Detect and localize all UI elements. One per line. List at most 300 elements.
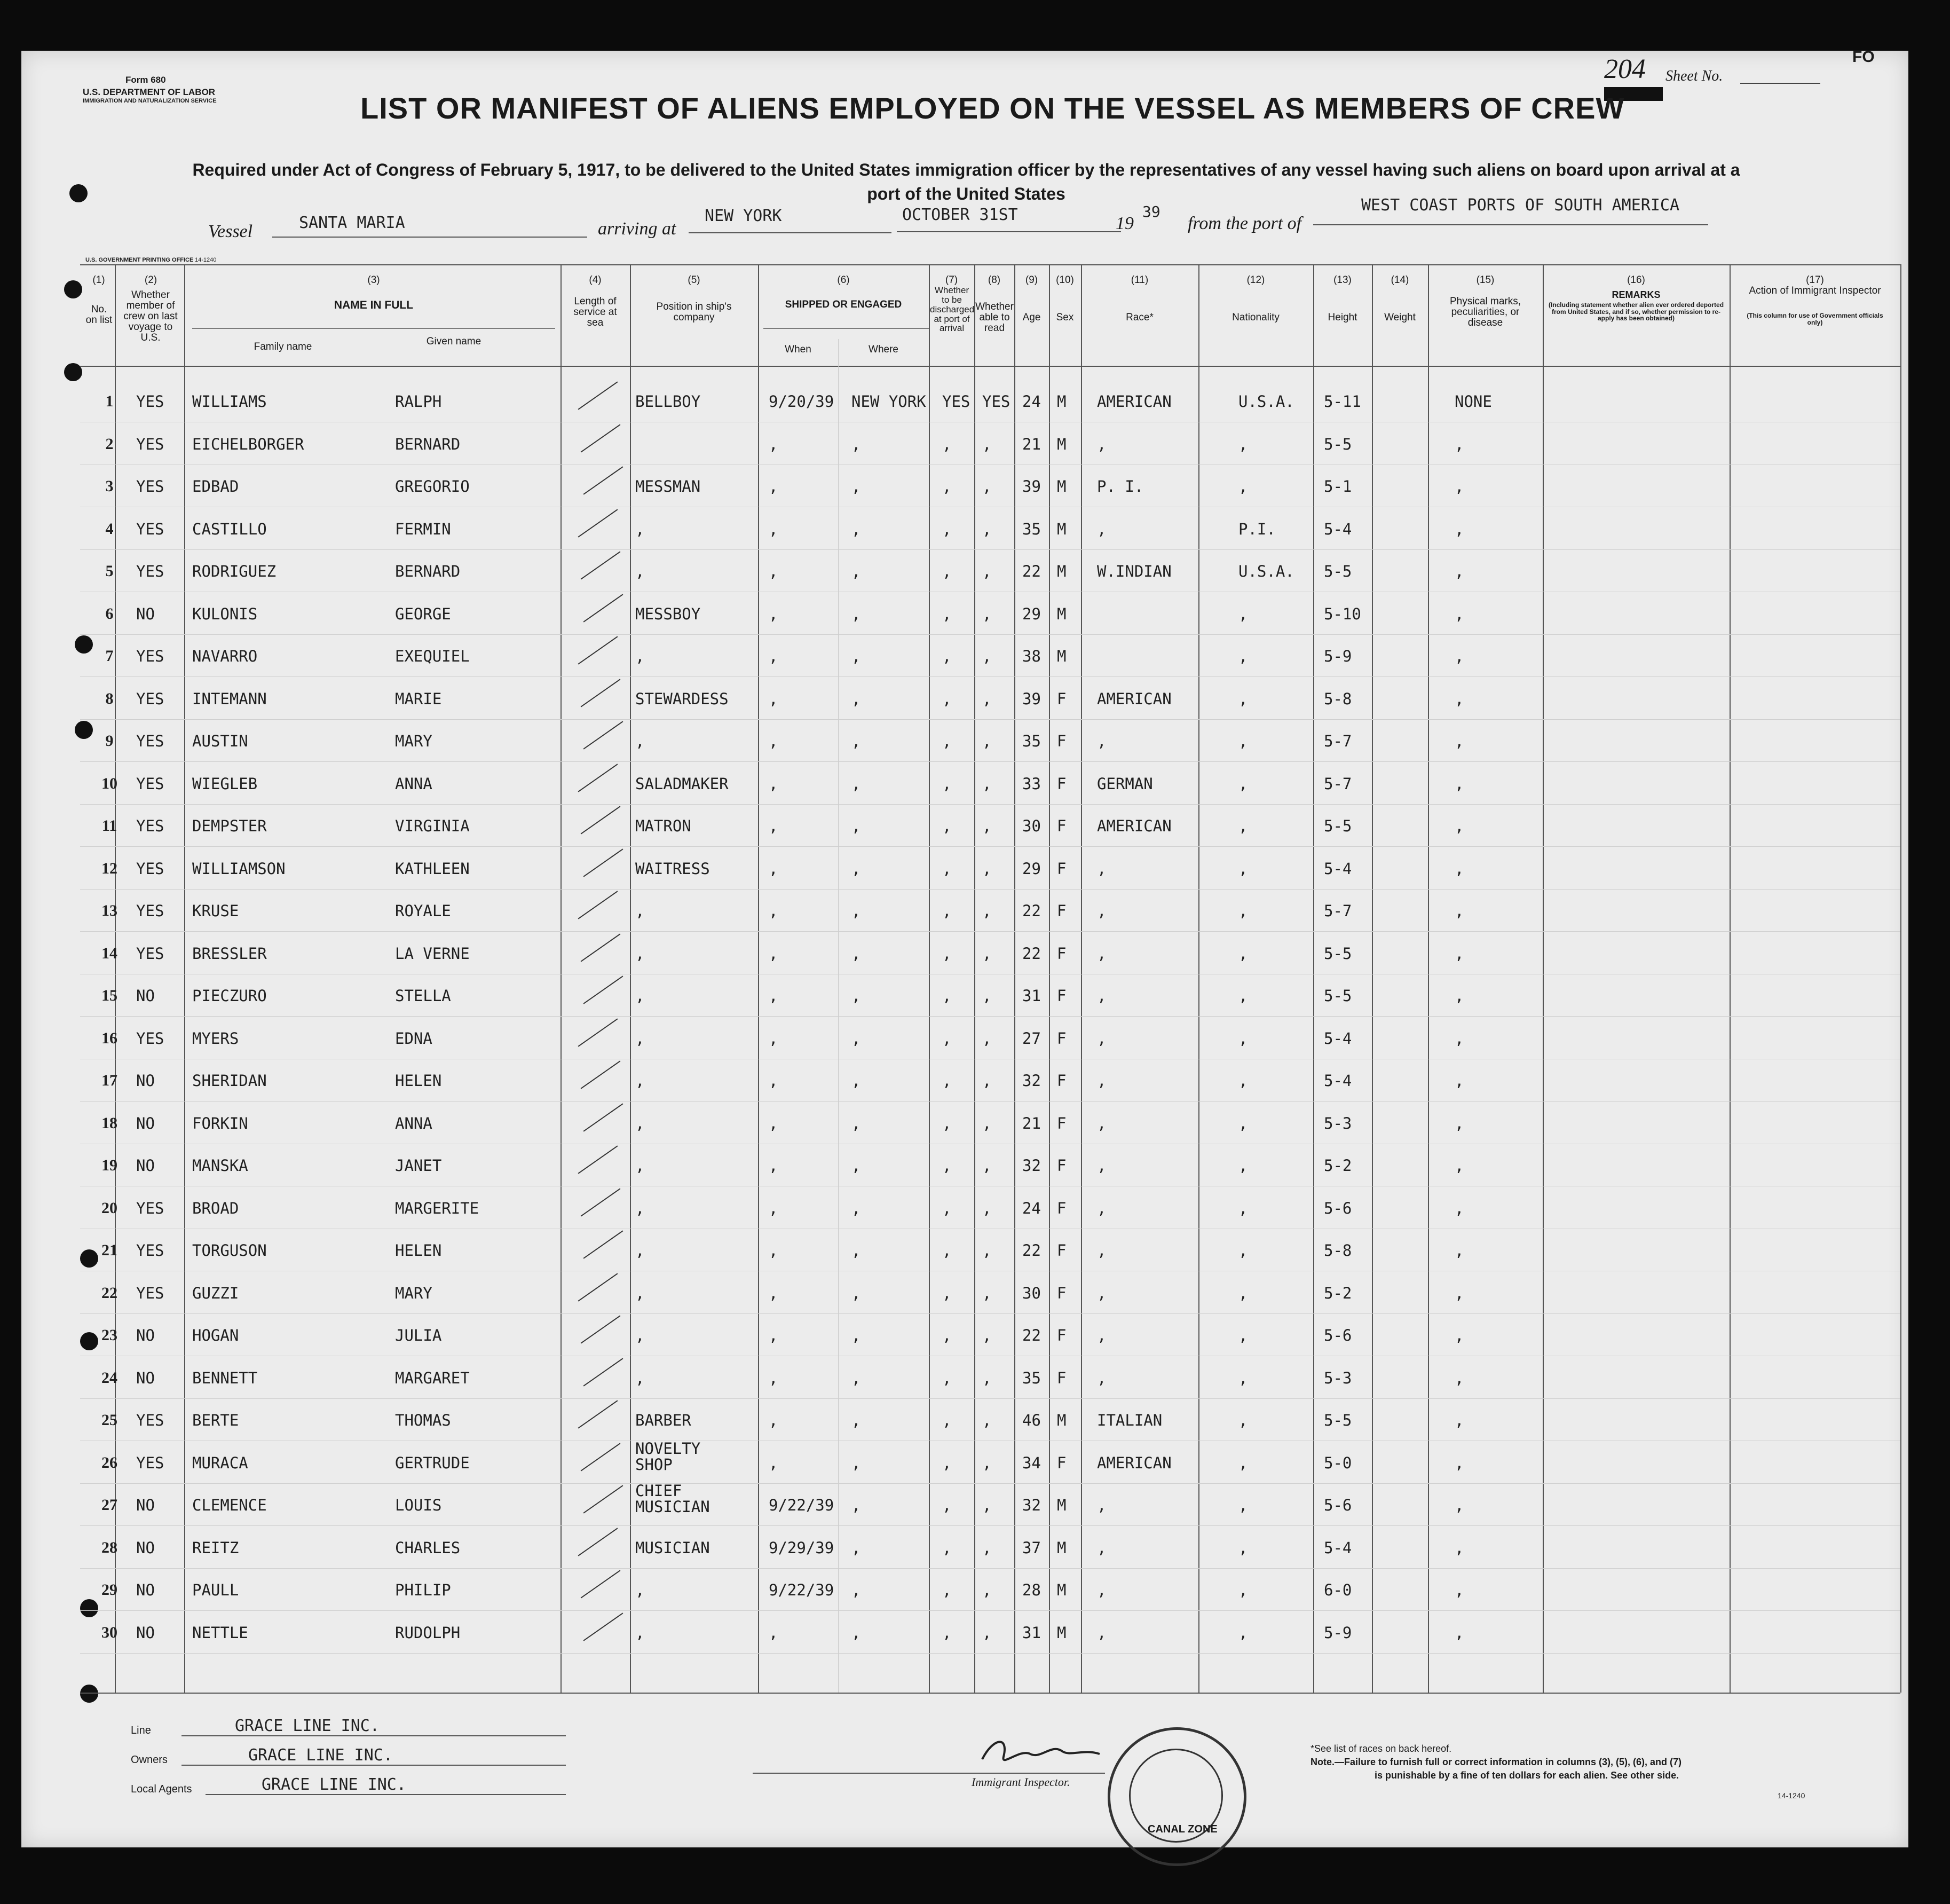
nationality: , [1238, 944, 1248, 963]
shipped-where: , [851, 1368, 861, 1387]
family-name: PIECZURO [192, 987, 267, 1005]
col-header-name-in-full: NAME IN FULL [334, 299, 414, 311]
shipped-where: NEW YORK [851, 392, 926, 411]
service-check-mark [578, 764, 618, 792]
age: 33 [1022, 774, 1041, 793]
family-name: CLEMENCE [192, 1496, 267, 1514]
service-check-mark [578, 1400, 618, 1428]
age: 32 [1022, 1072, 1041, 1090]
physical-marks: , [1455, 859, 1464, 878]
col-14-number: (14) [1391, 274, 1409, 286]
year-prefix: 19 [1116, 214, 1134, 233]
sex: F [1057, 859, 1067, 878]
shipped-when: , [769, 1368, 778, 1387]
col-header-action-detail: (This column for use of Government officials only) [1747, 312, 1883, 326]
physical-marks: , [1455, 435, 1464, 453]
col-header-height: Height [1328, 312, 1357, 323]
family-name: INTEMANN [192, 689, 267, 708]
shipped-when: , [769, 1114, 778, 1132]
position: , [635, 1029, 645, 1048]
height: 5-9 [1324, 1623, 1352, 1642]
sex: F [1057, 689, 1067, 708]
nationality: , [1238, 689, 1248, 708]
col-12-number: (12) [1246, 274, 1265, 286]
physical-marks: , [1455, 1326, 1464, 1344]
crew-last-voyage: YES [136, 944, 164, 963]
nationality: U.S.A. [1238, 392, 1294, 411]
col-header-length-of-service: Length of service at sea [573, 296, 617, 328]
height: 5-4 [1324, 1538, 1352, 1557]
position: WAITRESS [635, 859, 710, 878]
given-name: RALPH [395, 392, 442, 411]
shipped-when: , [769, 1623, 778, 1642]
from-port: WEST COAST PORTS OF SOUTH AMERICA [1361, 196, 1680, 215]
shipped-where: , [851, 1199, 861, 1217]
col-2-number: (2) [144, 274, 157, 286]
shipped-where: , [851, 562, 861, 580]
given-name: EXEQUIEL [395, 647, 470, 665]
physical-marks: , [1455, 1156, 1464, 1175]
family-name: FORKIN [192, 1114, 248, 1132]
physical-marks: , [1455, 689, 1464, 708]
shipped-when: , [769, 647, 778, 665]
discharged: , [942, 902, 952, 920]
row-number: 26 [101, 1453, 117, 1472]
sex: M [1057, 604, 1067, 623]
service-check-mark [578, 509, 618, 537]
given-name: PHILIP [395, 1581, 451, 1599]
height: 5-7 [1324, 902, 1352, 920]
service-check-mark [583, 1358, 623, 1386]
given-name: LA VERNE [395, 944, 470, 963]
shipped-when: , [769, 520, 778, 538]
service-check-mark [583, 848, 623, 877]
col-1-number: (1) [92, 274, 105, 286]
crew-last-voyage: YES [136, 1199, 164, 1217]
family-name: BENNETT [192, 1368, 258, 1387]
discharged: YES [942, 392, 970, 411]
physical-marks: , [1455, 732, 1464, 750]
position: SALADMAKER [635, 774, 729, 793]
row-divider [80, 1016, 1900, 1017]
given-name: GERTRUDE [395, 1453, 470, 1472]
race: , [1097, 1199, 1107, 1217]
crew-last-voyage: NO [136, 987, 155, 1005]
sex: F [1057, 817, 1067, 835]
family-name: BERTE [192, 1411, 239, 1429]
col-5-number: (5) [688, 274, 700, 286]
discharged: , [942, 1326, 952, 1344]
crew-last-voyage: YES [136, 647, 164, 665]
sex: F [1057, 1156, 1067, 1175]
row-number: 2 [105, 435, 114, 453]
shipped-where: , [851, 1623, 861, 1642]
age: 22 [1022, 1326, 1041, 1344]
height: 5-6 [1324, 1199, 1352, 1217]
height: 5-5 [1324, 944, 1352, 963]
given-name: MARY [395, 732, 432, 750]
discharged: , [942, 562, 952, 580]
penalty-note-1: Note.—Failure to furnish full or correct information in columns (3), (5), (6), and (7) [1310, 1757, 1682, 1767]
subtitle-line-2: port of the United States [867, 184, 1065, 203]
age: 27 [1022, 1029, 1041, 1048]
age: 35 [1022, 1368, 1041, 1387]
crew-last-voyage: YES [136, 392, 164, 411]
col-17-number: (17) [1806, 274, 1824, 286]
crew-last-voyage: YES [136, 1411, 164, 1429]
race: AMERICAN [1097, 817, 1172, 835]
height: 5-2 [1324, 1284, 1352, 1302]
penalty-note-2: is punishable by a fine of ten dollars for each alien. See other side. [1375, 1770, 1679, 1781]
able-to-read: , [982, 520, 992, 538]
row-number: 14 [101, 944, 117, 962]
height: 5-1 [1324, 477, 1352, 495]
discharged: , [942, 1114, 952, 1132]
age: 39 [1022, 477, 1041, 495]
col-header-no-on-list: No. on list [85, 304, 113, 326]
row-number: 23 [101, 1326, 117, 1344]
family-name: TORGUSON [192, 1241, 267, 1260]
shipped-where: , [851, 944, 861, 963]
height: 5-7 [1324, 774, 1352, 793]
race: , [1097, 1072, 1107, 1090]
service-check-mark [581, 933, 621, 962]
service-check-mark [581, 1060, 621, 1089]
crew-last-voyage: NO [136, 1368, 155, 1387]
crew-last-voyage: NO [136, 1538, 155, 1557]
discharged: , [942, 944, 952, 963]
sex: F [1057, 1284, 1067, 1302]
height: 5-4 [1324, 1072, 1352, 1090]
position: , [635, 1581, 645, 1599]
given-name: VIRGINIA [395, 817, 470, 835]
position: , [635, 987, 645, 1005]
family-name: WILLIAMSON [192, 859, 286, 878]
sex: F [1057, 1029, 1067, 1048]
shipped-where: , [851, 1496, 861, 1514]
row-number: 17 [101, 1072, 117, 1089]
sex: F [1057, 732, 1067, 750]
row-number: 12 [101, 859, 117, 877]
arriving-port: NEW YORK [705, 207, 782, 225]
row-divider [80, 549, 1900, 550]
family-name: HOGAN [192, 1326, 239, 1344]
family-name: CASTILLO [192, 520, 267, 538]
position: , [635, 1156, 645, 1175]
family-name: MYERS [192, 1029, 239, 1048]
physical-marks: , [1455, 604, 1464, 623]
height: 5-4 [1324, 520, 1352, 538]
position: , [635, 1072, 645, 1090]
discharged: , [942, 689, 952, 708]
agents-label: Local Agents [131, 1783, 192, 1795]
position: MESSBOY [635, 604, 701, 623]
height: 5-5 [1324, 435, 1352, 453]
sex: M [1057, 1581, 1067, 1599]
row-number: 18 [101, 1114, 117, 1132]
shipped-when: , [769, 1156, 778, 1175]
sex: F [1057, 987, 1067, 1005]
race: AMERICAN [1097, 1453, 1172, 1472]
nationality: , [1238, 1581, 1248, 1599]
crew-last-voyage: NO [136, 1496, 155, 1514]
nationality: , [1238, 647, 1248, 665]
age: 29 [1022, 859, 1041, 878]
sex: F [1057, 944, 1067, 963]
row-number: 20 [101, 1199, 117, 1217]
nationality: , [1238, 1199, 1248, 1217]
family-name: RODRIGUEZ [192, 562, 277, 580]
age: 22 [1022, 562, 1041, 580]
able-to-read: , [982, 1581, 992, 1599]
given-name: CHARLES [395, 1538, 461, 1557]
shipped-where: , [851, 647, 861, 665]
race: , [1097, 902, 1107, 920]
row-number: 4 [105, 520, 114, 538]
able-to-read: , [982, 1029, 992, 1048]
physical-marks: , [1455, 562, 1464, 580]
race: , [1097, 1623, 1107, 1642]
shipped-when: 9/22/39 [769, 1496, 834, 1514]
nationality: , [1238, 902, 1248, 920]
able-to-read: , [982, 1623, 992, 1642]
punch-hole [80, 1685, 98, 1703]
position: , [635, 1623, 645, 1642]
punch-hole [80, 1249, 98, 1268]
physical-marks: NONE [1455, 392, 1492, 411]
discharged: , [942, 1581, 952, 1599]
sex: M [1057, 1411, 1067, 1429]
col-8-number: (8) [988, 274, 1001, 286]
age: 24 [1022, 392, 1041, 411]
nationality: , [1238, 1538, 1248, 1557]
crew-last-voyage: NO [136, 1326, 155, 1344]
nationality: , [1238, 1029, 1248, 1048]
row-number: 22 [101, 1284, 117, 1302]
sheet-number: 204 [1604, 54, 1646, 84]
position: , [635, 1284, 645, 1302]
col-header-physical-marks: Physical marks, peculiarities, or disease [1449, 296, 1521, 328]
sex: M [1057, 1623, 1067, 1642]
form-number: Form 680 [125, 75, 166, 85]
age: 21 [1022, 1114, 1041, 1132]
physical-marks: , [1455, 1581, 1464, 1599]
discharged: , [942, 1072, 952, 1090]
col-header-sex: Sex [1056, 312, 1074, 323]
punch-hole [64, 363, 82, 381]
family-name: EICHELBORGER [192, 435, 304, 453]
race: , [1097, 1156, 1107, 1175]
discharged: , [942, 477, 952, 495]
shipped-when: , [769, 1453, 778, 1472]
discharged: , [942, 1368, 952, 1387]
nationality: , [1238, 477, 1248, 495]
able-to-read: , [982, 1368, 992, 1387]
service-name: IMMIGRATION AND NATURALIZATION SERVICE [83, 98, 217, 104]
given-name: HELEN [395, 1072, 442, 1090]
discharged: , [942, 1199, 952, 1217]
col-header-weight: Weight [1384, 312, 1416, 323]
shipped-where: , [851, 1072, 861, 1090]
able-to-read: , [982, 817, 992, 835]
nationality: , [1238, 1496, 1248, 1514]
height: 5-2 [1324, 1156, 1352, 1175]
race: AMERICAN [1097, 689, 1172, 708]
nationality: , [1238, 1453, 1248, 1472]
age: 30 [1022, 817, 1041, 835]
family-name: MANSKA [192, 1156, 248, 1175]
height: 5-4 [1324, 859, 1352, 878]
family-name: SHERIDAN [192, 1072, 267, 1090]
sex: M [1057, 392, 1067, 411]
row-divider [80, 889, 1900, 890]
race: P. I. [1097, 477, 1144, 495]
able-to-read: , [982, 1284, 992, 1302]
height: 5-7 [1324, 732, 1352, 750]
row-divider [80, 846, 1900, 847]
department-name: U.S. DEPARTMENT OF LABOR [83, 87, 216, 97]
service-check-mark [583, 721, 623, 749]
discharged: , [942, 817, 952, 835]
family-name: MURACA [192, 1453, 248, 1472]
row-number: 9 [105, 732, 114, 750]
row-number: 7 [105, 647, 114, 665]
shipped-when: , [769, 732, 778, 750]
row-number: 15 [101, 987, 117, 1004]
height: 5-6 [1324, 1326, 1352, 1344]
nationality: , [1238, 1411, 1248, 1429]
printing-office: U.S. GOVERNMENT PRINTING OFFICE [85, 257, 194, 263]
physical-marks: , [1455, 1114, 1464, 1132]
discharged: , [942, 1284, 952, 1302]
corner-mark: FO [1852, 48, 1875, 66]
shipped-where: , [851, 774, 861, 793]
row-number: 25 [101, 1411, 117, 1429]
row-number: 28 [101, 1538, 117, 1556]
shipped-where: , [851, 859, 861, 878]
discharged: , [942, 1156, 952, 1175]
shipped-where: , [851, 520, 861, 538]
physical-marks: , [1455, 1453, 1464, 1472]
given-name: GEORGE [395, 604, 451, 623]
physical-marks: , [1455, 1241, 1464, 1260]
shipped-when: , [769, 817, 778, 835]
race: , [1097, 520, 1107, 538]
col-header-nationality: Nationality [1232, 312, 1280, 323]
punch-hole [80, 1599, 98, 1617]
col-4-number: (4) [589, 274, 602, 286]
crew-last-voyage: YES [136, 477, 164, 495]
shipped-when: , [769, 1072, 778, 1090]
age: 22 [1022, 1241, 1041, 1260]
crew-last-voyage: YES [136, 859, 164, 878]
family-name: BROAD [192, 1199, 239, 1217]
nationality: P.I. [1238, 520, 1276, 538]
able-to-read: , [982, 689, 992, 708]
shipped-where: , [851, 604, 861, 623]
page-title: LIST OR MANIFEST OF ALIENS EMPLOYED ON THE VESSEL AS MEMBERS OF CREW [360, 91, 1625, 125]
shipped-when: 9/22/39 [769, 1581, 834, 1599]
discharged: , [942, 774, 952, 793]
crew-last-voyage: YES [136, 774, 164, 793]
shipped-where: , [851, 732, 861, 750]
position: MATRON [635, 817, 691, 835]
physical-marks: , [1455, 1072, 1464, 1090]
position: CHIEF MUSICIAN [635, 1482, 710, 1516]
discharged: , [942, 520, 952, 538]
row-divider [80, 761, 1900, 762]
given-name: ROYALE [395, 902, 451, 920]
crew-last-voyage: NO [136, 1623, 155, 1642]
shipped-when: 9/29/39 [769, 1538, 834, 1557]
shipped-where: , [851, 1326, 861, 1344]
subtitle-line-1: Required under Act of Congress of February 5, 1917, to be delivered to the United States immigration officer by the representatives of any vessel having such aliens on board upon arrival at a [192, 160, 1740, 179]
age: 28 [1022, 1581, 1041, 1599]
given-name: MARGARET [395, 1368, 470, 1387]
able-to-read: , [982, 902, 992, 920]
footer-code: 14-1240 [1778, 1791, 1805, 1800]
able-to-read: , [982, 1411, 992, 1429]
position: MESSMAN [635, 477, 701, 495]
sex: F [1057, 1072, 1067, 1090]
able-to-read: , [982, 1156, 992, 1175]
physical-marks: , [1455, 774, 1464, 793]
service-check-mark [581, 1188, 621, 1216]
shipped-when: , [769, 902, 778, 920]
crew-last-voyage: NO [136, 1114, 155, 1132]
service-check-mark [578, 1145, 618, 1174]
row-number: 6 [105, 604, 114, 623]
physical-marks: , [1455, 520, 1464, 538]
family-name: PAULL [192, 1581, 239, 1599]
discharged: , [942, 435, 952, 453]
height: 5-0 [1324, 1453, 1352, 1472]
row-divider [80, 1610, 1900, 1611]
nationality: , [1238, 732, 1248, 750]
row-number: 5 [105, 562, 114, 580]
physical-marks: , [1455, 987, 1464, 1005]
race: , [1097, 1496, 1107, 1514]
nationality: , [1238, 1623, 1248, 1642]
age: 29 [1022, 604, 1041, 623]
nationality: , [1238, 1072, 1248, 1090]
height: 6-0 [1324, 1581, 1352, 1599]
height: 5-8 [1324, 1241, 1352, 1260]
given-name: THOMAS [395, 1411, 451, 1429]
col-header-discharged: Whether to be discharged at port of arrival [930, 285, 975, 334]
vessel-label: Vessel [208, 222, 253, 241]
crew-last-voyage: YES [136, 1284, 164, 1302]
col-10-number: (10) [1056, 274, 1074, 286]
family-name: NETTLE [192, 1623, 248, 1642]
position: , [635, 647, 645, 665]
crew-last-voyage: YES [136, 562, 164, 580]
race: , [1097, 944, 1107, 963]
row-number: 11 [101, 817, 117, 835]
row-number: 29 [101, 1581, 117, 1599]
position: , [635, 1368, 645, 1387]
height: 5-11 [1324, 392, 1361, 411]
age: 22 [1022, 902, 1041, 920]
able-to-read: , [982, 1496, 992, 1514]
able-to-read: , [982, 1241, 992, 1260]
col-header-shipped-engaged: SHIPPED OR ENGAGED [785, 299, 902, 310]
given-name: EDNA [395, 1029, 432, 1048]
sex: F [1057, 1368, 1067, 1387]
row-divider [80, 1313, 1900, 1314]
physical-marks: , [1455, 1029, 1464, 1048]
discharged: , [942, 859, 952, 878]
